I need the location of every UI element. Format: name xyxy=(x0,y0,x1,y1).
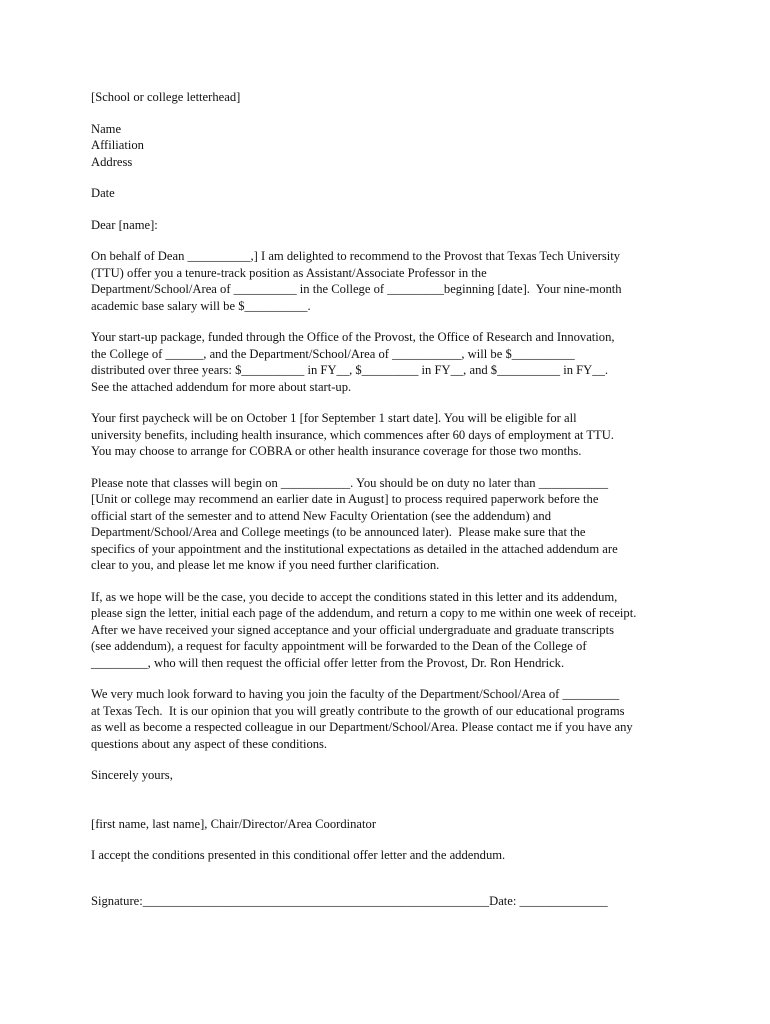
paragraph-line: clear to you, and please let me know if you need further clarification. xyxy=(91,558,440,572)
paragraph-line: official start of the semester and to attend New Faculty Orientation (see the addendum) and xyxy=(91,508,551,523)
paragraph-line: at Texas Tech. It is our opinion that you will greatly contribute to the growth of our educational programs xyxy=(91,703,625,718)
paragraph-line: On behalf of Dean __________,] I am delighted to recommend to the Provost that Texas Tech University xyxy=(91,249,621,263)
paragraph-line: Please note that classes will begin on ___________. You should be on duty no later than ___________ xyxy=(91,475,608,490)
paragraph-line: After we have received your signed acceptance and your official undergraduate and graduate transcripts xyxy=(91,622,614,637)
recipient-address: Address xyxy=(91,154,133,169)
paragraph-line: (see addendum), a request for faculty appointment will be forwarded to the Dean of the College of xyxy=(91,639,587,653)
paragraph-line: You may choose to arrange for COBRA or other health insurance coverage for those two months. xyxy=(91,444,582,458)
paragraph-line: Department/School/Area and College meetings (to be announced later). Please make sure that the xyxy=(91,525,586,539)
paragraph-line: See the attached addendum for more about start-up. xyxy=(91,379,352,394)
paragraph-line: academic base salary will be $__________. xyxy=(91,298,311,313)
letter-date: Date xyxy=(91,186,115,200)
paragraph-startup xyxy=(91,329,691,395)
paragraph-acceptance-steps xyxy=(91,589,691,672)
paragraph-line: Your first paycheck will be on October 1 [for September 1 start date]. You will be eligible for all xyxy=(91,411,577,425)
letterhead: [School or college letterhead] xyxy=(91,90,241,104)
paragraph-line: _________, who will then request the official offer letter from the Provost, Dr. Ron Hendrick. xyxy=(91,655,565,670)
paragraph-line: [Unit or college may recommend an earlier date in August] to process required paperwork before the xyxy=(91,492,599,506)
paragraph-line: the College of ______, and the Department/School/Area of ___________, will be $__________ xyxy=(91,346,575,361)
paragraph-classes xyxy=(91,475,691,574)
closing: Sincerely yours, xyxy=(91,768,173,782)
paragraph-line: We very much look forward to having you join the faculty of the Department/School/Area of _________ xyxy=(91,687,620,701)
paragraph-line: Department/School/Area of __________ in the College of _________beginning [date]. Your nine-month xyxy=(91,282,622,296)
paragraph-paycheck xyxy=(91,410,691,460)
recipient-affiliation: Affiliation xyxy=(91,138,144,152)
paragraph-line: specifics of your appointment and the institutional expectations as detailed in the attached addendum are xyxy=(91,541,618,556)
paragraph-closing-remarks xyxy=(91,686,691,752)
paragraph-line: as well as become a respected colleague in our Department/School/Area. Please contact me if you have any xyxy=(91,720,633,734)
signer-name: [first name, last name], Chair/Director/Area Coordinator xyxy=(91,816,377,831)
paragraph-line: Your start-up package, funded through the Office of the Provost, the Office of Research and Innovation, xyxy=(91,330,615,344)
paragraph-line: university benefits, including health insurance, which commences after 60 days of employment at TTU. xyxy=(91,427,614,442)
paragraph-line: If, as we hope will be the case, you decide to accept the conditions stated in this letter and its addendum, xyxy=(91,589,618,604)
paragraph-offer xyxy=(91,248,691,314)
paragraph-line: please sign the letter, initial each page of the addendum, and return a copy to me within one week of receipt. xyxy=(91,606,637,620)
paragraph-line: questions about any aspect of these conditions. xyxy=(91,736,328,751)
recipient-block xyxy=(91,121,691,171)
acceptance-statement: I accept the conditions presented in this conditional offer letter and the addendum. xyxy=(91,848,506,862)
salutation: Dear [name]: xyxy=(91,217,158,232)
offer-letter xyxy=(91,89,691,909)
signature-date-line[interactable]: Signature:_______________________________________________________Date: ______________ xyxy=(91,893,608,908)
paragraph-line: (TTU) offer you a tenure-track position as Assistant/Associate Professor in the xyxy=(91,265,487,280)
recipient-name: Name xyxy=(91,121,122,136)
paragraph-line: distributed over three years: $__________ in FY__, $_________ in FY__, and $__________ in FY__. xyxy=(91,363,609,377)
